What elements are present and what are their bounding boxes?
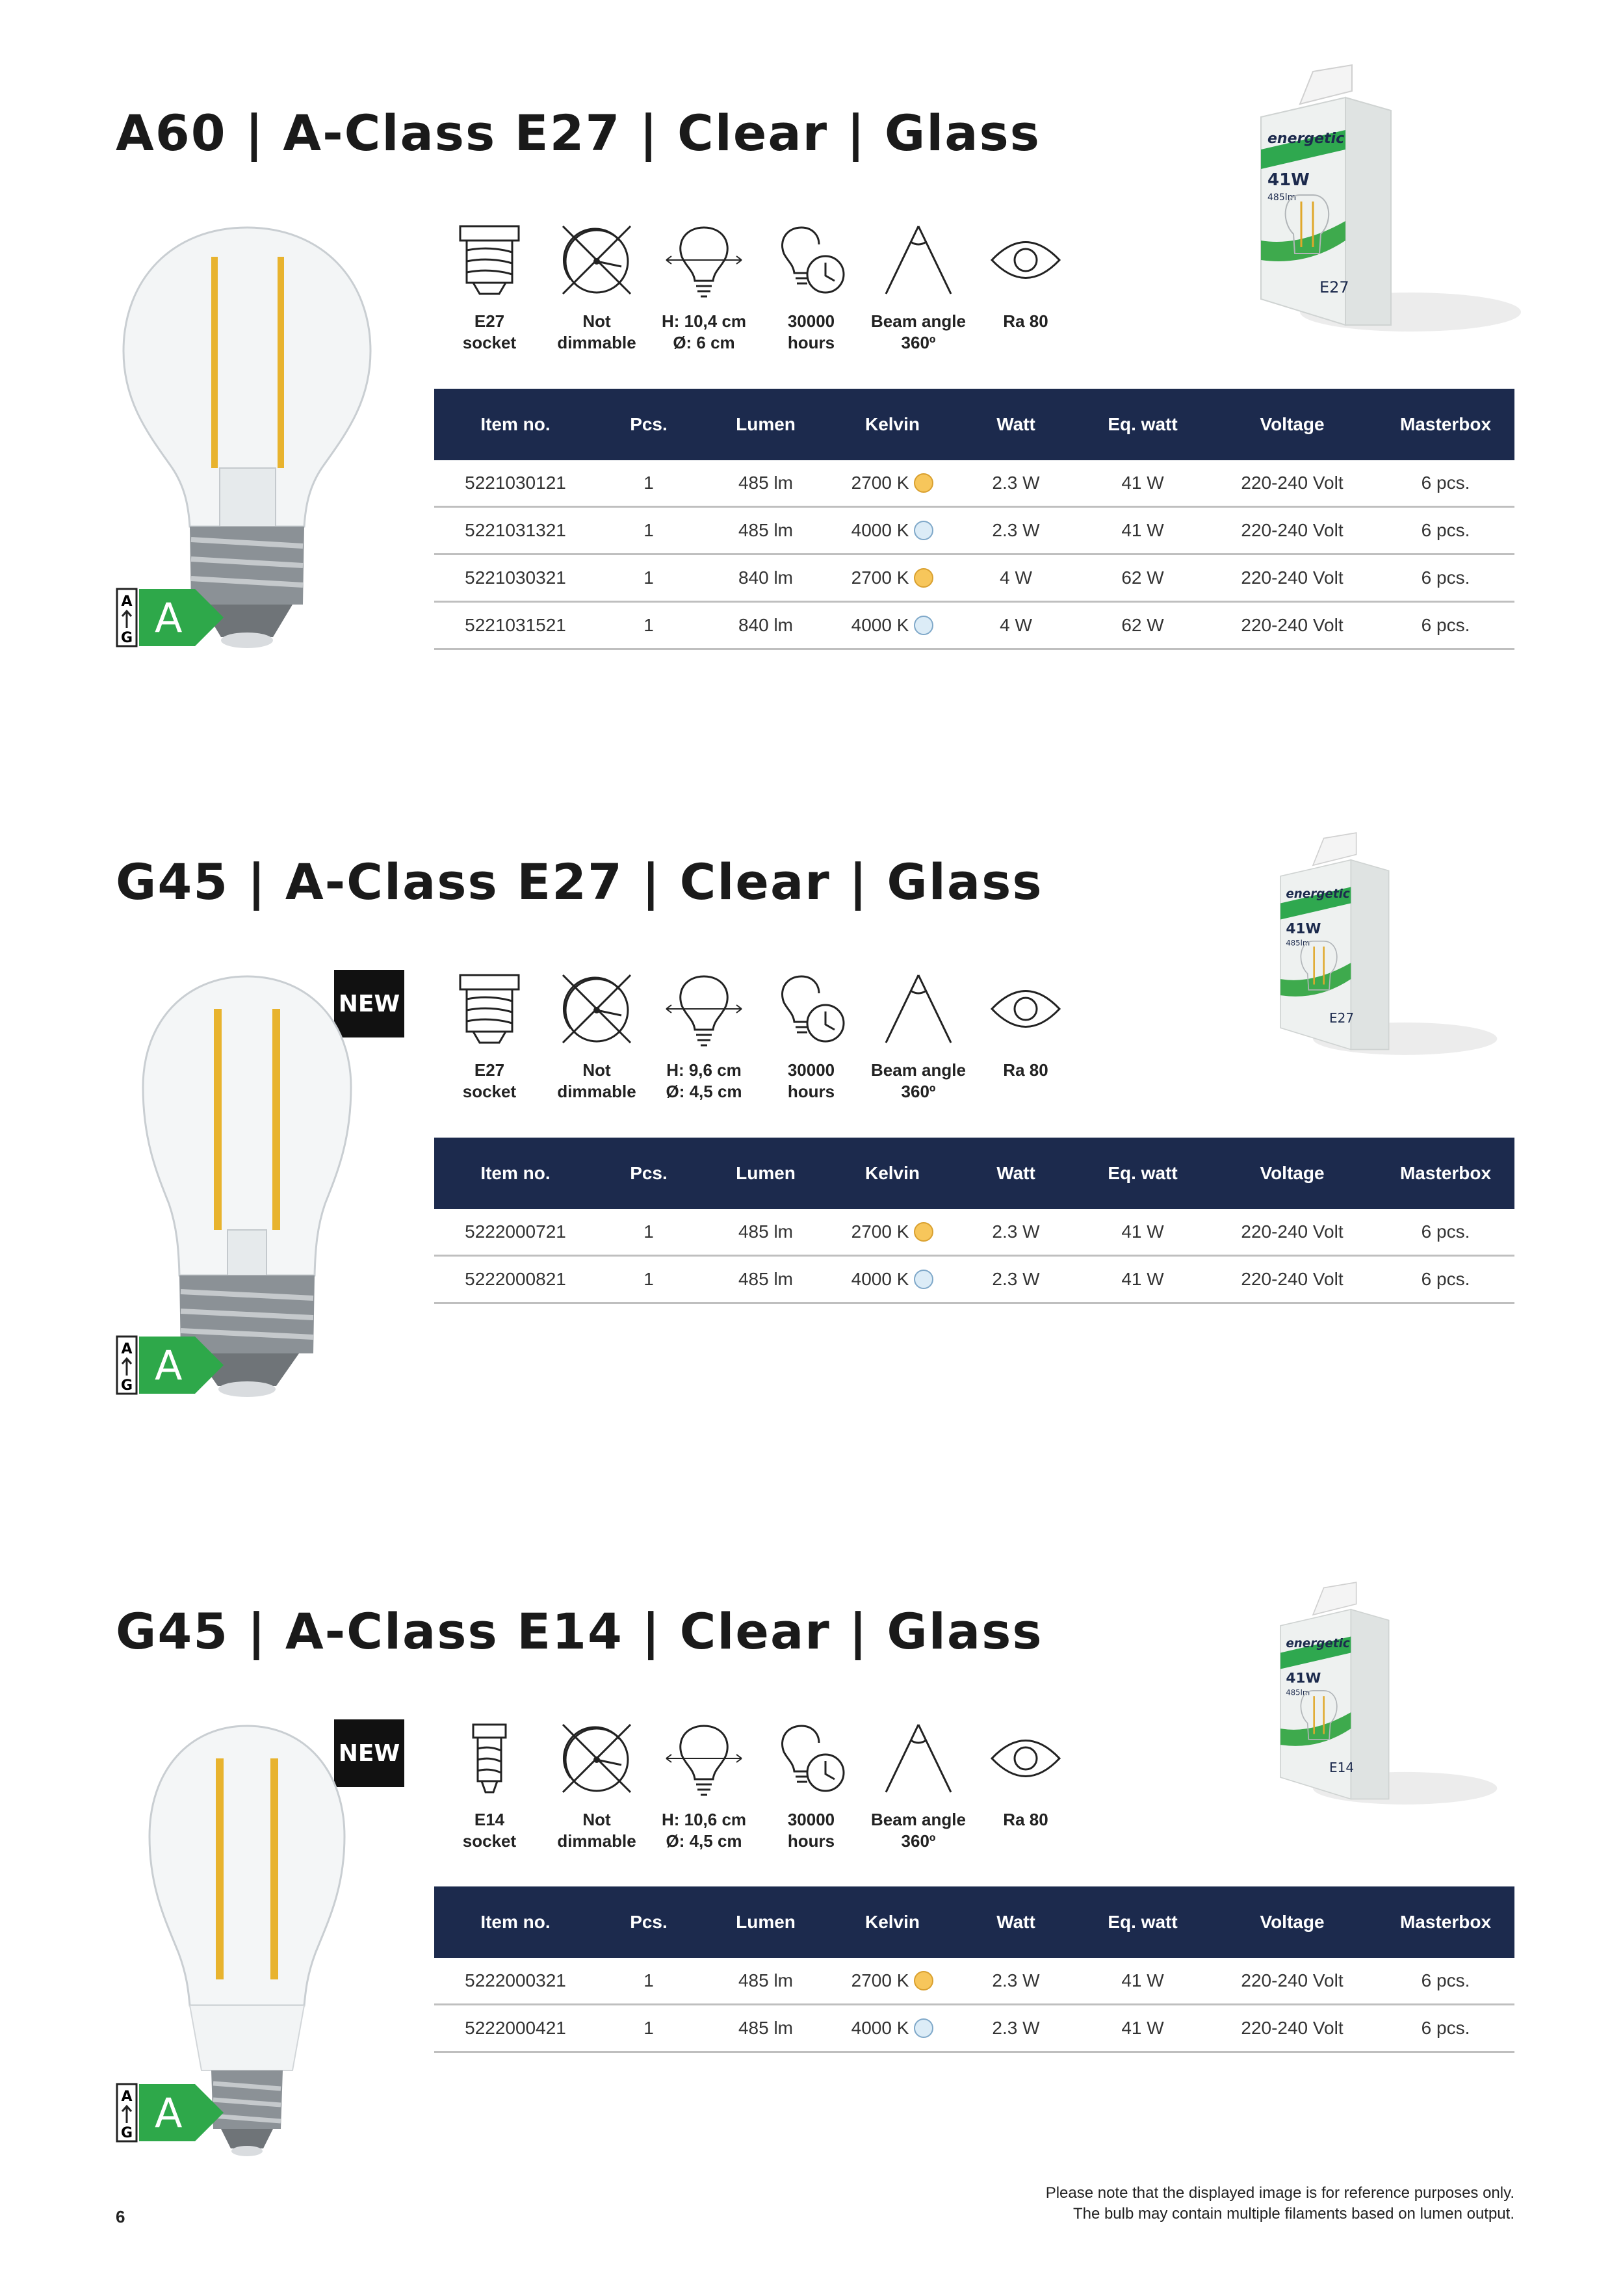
cell-eq-watt: 62 W (1121, 615, 1164, 635)
cell-watt: 2.3 W (992, 473, 1040, 493)
package-image (1248, 1570, 1508, 1817)
cool-white-dot-icon (914, 2018, 933, 2038)
socket-icon (450, 1719, 528, 1797)
table-row (434, 2005, 1514, 2053)
col-watt: Watt (996, 1163, 1035, 1183)
package-image (1248, 820, 1508, 1067)
cell-kelvin (831, 1958, 954, 2003)
svg-text:A: A (121, 1341, 133, 1357)
cell-item: 5222000321 (465, 1970, 566, 1990)
cell-pcs: 1 (643, 567, 654, 588)
bulb-size-icon (665, 970, 743, 1048)
eye-icon (987, 221, 1065, 299)
not-dimmable-icon (558, 1719, 636, 1797)
table-row (434, 555, 1514, 603)
cell-pcs: 1 (643, 1269, 654, 1289)
feature-label: 30000 hours (787, 1810, 835, 1851)
cell-kelvin (831, 555, 954, 601)
cell-item: 5221030321 (465, 567, 566, 588)
table-row (434, 1958, 1514, 2005)
package-socket: E14 (1329, 1759, 1355, 1775)
cell-eq-watt: 41 W (1121, 1970, 1164, 1990)
cell-pcs: 1 (643, 520, 654, 540)
beam-angle-icon (879, 221, 957, 299)
package-lumen: 485lm (1286, 1688, 1310, 1697)
feature-label: 30000 hours (787, 311, 835, 352)
not-dimmable-icon (558, 970, 636, 1048)
cell-pcs: 1 (643, 1221, 654, 1242)
cell-masterbox: 6 pcs. (1421, 520, 1470, 540)
cell-pcs: 1 (643, 615, 654, 635)
cool-white-dot-icon (914, 616, 933, 635)
kelvin-value: 4000 K (851, 520, 909, 540)
feature-cri (970, 1719, 1081, 1831)
feature-socket (434, 221, 545, 354)
col-pcs: Pcs. (630, 414, 668, 434)
feature-lifetime (756, 221, 866, 354)
cell-watt: 2.3 W (992, 1970, 1040, 1990)
cell-voltage: 220-240 Volt (1241, 567, 1344, 588)
warm-white-dot-icon (914, 568, 933, 588)
product-table (434, 389, 1514, 650)
feature-label: E27 socket (462, 311, 517, 352)
cell-kelvin (831, 1257, 954, 1302)
cell-item: 5222000721 (465, 1221, 566, 1242)
col-kelvin: Kelvin (864, 1163, 920, 1183)
cell-eq-watt: 62 W (1121, 567, 1164, 588)
kelvin-value: 2700 K (851, 1221, 909, 1242)
cell-item: 5221031321 (465, 520, 566, 540)
cell-watt: 2.3 W (992, 1269, 1040, 1289)
feature-size (649, 221, 759, 354)
cell-kelvin (831, 603, 954, 648)
col-eq-watt: Eq. watt (1108, 414, 1178, 434)
col-item: Item no. (480, 414, 551, 434)
cell-masterbox: 6 pcs. (1421, 1221, 1470, 1242)
cell-item: 5222000821 (465, 1269, 566, 1289)
feature-cri (970, 221, 1081, 332)
cell-watt: 2.3 W (992, 1221, 1040, 1242)
col-voltage: Voltage (1260, 1163, 1325, 1183)
cell-lumen: 485 lm (738, 1970, 794, 1990)
package-brand: energetic (1286, 1637, 1350, 1651)
feature-socket (434, 1719, 545, 1852)
feature-label: Ra 80 (1003, 1810, 1048, 1829)
cell-kelvin (831, 508, 954, 553)
cell-masterbox: 6 pcs. (1421, 473, 1470, 493)
product-title: G45 | A-Class E14 | Clear | Glass (116, 1602, 1043, 1660)
col-eq-watt: Eq. watt (1108, 1912, 1178, 1932)
product-title: G45 | A-Class E27 | Clear | Glass (116, 853, 1043, 911)
cell-voltage: 220-240 Volt (1241, 1970, 1344, 1990)
feature-lifetime (756, 970, 866, 1102)
table-row (434, 1257, 1514, 1304)
cell-eq-watt: 41 W (1121, 520, 1164, 540)
product-table (434, 1886, 1514, 2053)
cell-lumen: 840 lm (738, 615, 794, 635)
table-row (434, 603, 1514, 650)
feature-label: E14 socket (462, 1810, 517, 1851)
svg-text:G: G (120, 630, 133, 646)
feature-label: H: 10,6 cm Ø: 4,5 cm (661, 1810, 747, 1851)
feature-label: Not dimmable (557, 1060, 636, 1101)
feature-beam (863, 970, 974, 1102)
energy-label (116, 2080, 226, 2145)
col-voltage: Voltage (1260, 414, 1325, 434)
cell-lumen: 485 lm (738, 2018, 794, 2038)
feature-label: 30000 hours (787, 1060, 835, 1101)
cell-lumen: 840 lm (738, 567, 794, 588)
kelvin-value: 2700 K (851, 1970, 909, 1990)
socket-icon (450, 221, 528, 299)
lifetime-icon (772, 221, 850, 299)
kelvin-value: 4000 K (851, 2018, 909, 2038)
feature-dimmable (541, 1719, 652, 1852)
product-title: A60 | A-Class E27 | Clear | Glass (116, 104, 1041, 162)
cell-voltage: 220-240 Volt (1241, 520, 1344, 540)
beam-angle-icon (879, 970, 957, 1048)
product-section-a60 (0, 0, 1623, 748)
beam-angle-icon (879, 1719, 957, 1797)
package-image (1222, 52, 1534, 345)
cell-eq-watt: 41 W (1121, 473, 1164, 493)
feature-dimmable (541, 221, 652, 354)
feature-label: Ra 80 (1003, 311, 1048, 331)
cell-voltage: 220-240 Volt (1241, 1269, 1344, 1289)
feature-label: Not dimmable (557, 1810, 636, 1851)
svg-text:A: A (121, 594, 133, 610)
feature-cri (970, 970, 1081, 1081)
product-section-g45-e14 (0, 1498, 1623, 2246)
cool-white-dot-icon (914, 521, 933, 540)
feature-size (649, 970, 759, 1102)
col-lumen: Lumen (736, 1912, 796, 1932)
feature-dimmable (541, 970, 652, 1102)
feature-socket (434, 970, 545, 1102)
kelvin-value: 4000 K (851, 1269, 909, 1289)
table-header (434, 1138, 1514, 1209)
cell-watt: 4 W (1000, 567, 1032, 588)
energy-class: A (155, 2089, 183, 2137)
cell-masterbox: 6 pcs. (1421, 2018, 1470, 2038)
svg-text:G: G (120, 2125, 133, 2141)
eye-icon (987, 970, 1065, 1048)
cell-pcs: 1 (643, 473, 654, 493)
lifetime-icon (772, 970, 850, 1048)
col-pcs: Pcs. (630, 1163, 668, 1183)
cell-item: 5221031521 (465, 615, 566, 635)
feature-beam (863, 221, 974, 354)
cell-pcs: 1 (643, 1970, 654, 1990)
feature-beam (863, 1719, 974, 1852)
cell-pcs: 1 (643, 2018, 654, 2038)
bulb-size-icon (665, 221, 743, 299)
bulb-size-icon (665, 1719, 743, 1797)
col-item: Item no. (480, 1163, 551, 1183)
svg-text:G: G (120, 1377, 133, 1394)
col-masterbox: Masterbox (1399, 1912, 1492, 1932)
cell-eq-watt: 41 W (1121, 1221, 1164, 1242)
feature-label: Beam angle 360º (871, 1810, 966, 1851)
feature-label: H: 9,6 cm Ø: 4,5 cm (666, 1060, 742, 1101)
cell-eq-watt: 41 W (1121, 2018, 1164, 2038)
svg-text:A: A (121, 2089, 133, 2105)
col-kelvin: Kelvin (864, 1912, 920, 1932)
package-brand: energetic (1267, 131, 1345, 147)
energy-label (116, 1333, 226, 1398)
product-section-g45-e27 (0, 749, 1623, 1496)
cell-watt: 2.3 W (992, 520, 1040, 540)
col-watt: Watt (996, 1912, 1035, 1932)
feature-size (649, 1719, 759, 1852)
cell-lumen: 485 lm (738, 1221, 794, 1242)
energy-class: A (155, 594, 183, 642)
cell-masterbox: 6 pcs. (1421, 1970, 1470, 1990)
col-lumen: Lumen (736, 414, 796, 434)
warm-white-dot-icon (914, 1971, 933, 1990)
col-lumen: Lumen (736, 1163, 796, 1183)
kelvin-value: 4000 K (851, 615, 909, 635)
cell-watt: 4 W (1000, 615, 1032, 635)
kelvin-value: 2700 K (851, 567, 909, 588)
cell-voltage: 220-240 Volt (1241, 2018, 1344, 2038)
new-badge: NEW (334, 970, 404, 1037)
col-voltage: Voltage (1260, 1912, 1325, 1932)
cell-masterbox: 6 pcs. (1421, 615, 1470, 635)
new-badge: NEW (334, 1719, 404, 1787)
feature-label: Not dimmable (557, 311, 636, 352)
warm-white-dot-icon (914, 1222, 933, 1242)
table-header (434, 389, 1514, 460)
cell-voltage: 220-240 Volt (1241, 1221, 1344, 1242)
package-socket: E27 (1329, 1010, 1355, 1026)
package-lumen: 485lm (1267, 192, 1297, 203)
package-lumen: 485lm (1286, 938, 1310, 948)
energy-label (116, 585, 226, 650)
socket-icon (450, 970, 528, 1048)
cell-masterbox: 6 pcs. (1421, 567, 1470, 588)
eye-icon (987, 1719, 1065, 1797)
col-watt: Watt (996, 414, 1035, 434)
table-row (434, 1209, 1514, 1257)
col-eq-watt: Eq. watt (1108, 1163, 1178, 1183)
cell-kelvin (831, 1209, 954, 1255)
cell-watt: 2.3 W (992, 2018, 1040, 2038)
cell-eq-watt: 41 W (1121, 1269, 1164, 1289)
table-header (434, 1886, 1514, 1958)
disclaimer (1046, 2183, 1514, 2224)
kelvin-value: 2700 K (851, 473, 909, 493)
cool-white-dot-icon (914, 1270, 933, 1289)
feature-label: H: 10,4 cm Ø: 6 cm (661, 311, 747, 352)
feature-label: Beam angle 360º (871, 1060, 966, 1101)
table-row (434, 508, 1514, 555)
cell-lumen: 485 lm (738, 473, 794, 493)
feature-label: Ra 80 (1003, 1060, 1048, 1080)
cell-kelvin (831, 2005, 954, 2051)
disclaimer-line: Please note that the displayed image is for reference purposes only. (1045, 2184, 1514, 2202)
package-watt: 41W (1267, 170, 1310, 190)
warm-white-dot-icon (914, 473, 933, 493)
feature-label: Beam angle 360º (871, 311, 966, 352)
energy-class: A (155, 1342, 183, 1389)
lifetime-icon (772, 1719, 850, 1797)
package-watt: 41W (1286, 920, 1321, 937)
disclaimer-line: The bulb may contain multiple filaments based on lumen output. (1072, 2205, 1514, 2223)
col-masterbox: Masterbox (1399, 414, 1492, 434)
col-masterbox: Masterbox (1399, 1163, 1492, 1183)
table-row (434, 460, 1514, 508)
package-watt: 41W (1286, 1670, 1321, 1687)
cell-kelvin (831, 460, 954, 506)
feature-label: E27 socket (462, 1060, 517, 1101)
col-pcs: Pcs. (630, 1912, 668, 1932)
package-brand: energetic (1286, 887, 1350, 902)
feature-lifetime (756, 1719, 866, 1852)
not-dimmable-icon (558, 221, 636, 299)
page-number: 6 (116, 2207, 125, 2226)
col-item: Item no. (480, 1912, 551, 1932)
product-table (434, 1138, 1514, 1304)
cell-lumen: 485 lm (738, 520, 794, 540)
cell-lumen: 485 lm (738, 1269, 794, 1289)
package-socket: E27 (1319, 278, 1349, 296)
col-kelvin: Kelvin (864, 414, 920, 434)
cell-item: 5222000421 (465, 2018, 566, 2038)
cell-item: 5221030121 (465, 473, 566, 493)
cell-masterbox: 6 pcs. (1421, 1269, 1470, 1289)
cell-voltage: 220-240 Volt (1241, 473, 1344, 493)
cell-voltage: 220-240 Volt (1241, 615, 1344, 635)
